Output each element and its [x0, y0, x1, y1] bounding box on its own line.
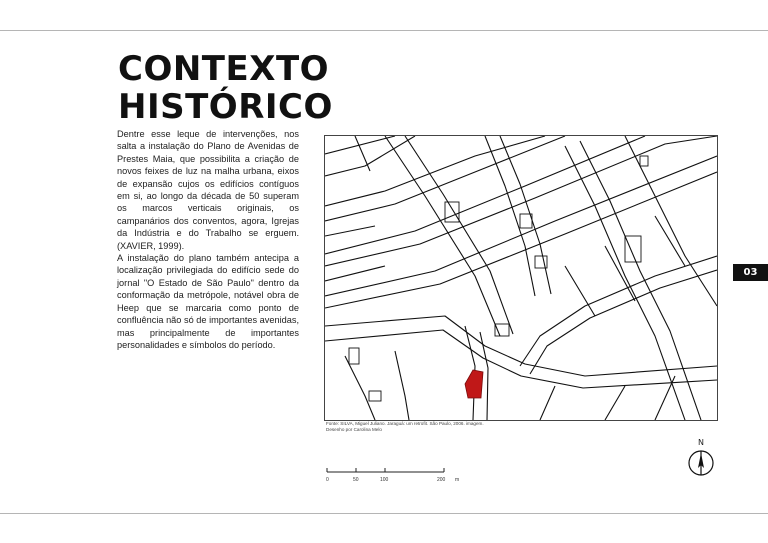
top-rule: [0, 30, 768, 31]
map-source: Fonte: SILVA, Miguel Juliano. Jaraguá: um retrofit. São Paulo, 2006. imagem.: [326, 421, 484, 426]
map-building: [625, 236, 641, 262]
map-street: [325, 136, 717, 266]
map-street: [325, 136, 545, 206]
body-text: [117, 128, 299, 351]
paragraph-1: Dentre esse leque de intervenções, nos salta a instalação do Plano de Avenidas de Prestes Maia, que possibilita a criação de novos feixes de luz na malha urbana, eixos de expansão cujos os edifícios contíguos em si, ao longo da década de 50 superam os marcos verticais originais, os campanários dos conventos, agora, Igrejas da Indústria e do Trabalho se erguem. (XAVIER, 1999).: [117, 129, 299, 251]
map-street: [540, 376, 675, 420]
map-highlight-building: [465, 370, 483, 398]
map-street: [325, 330, 717, 388]
map-credit: Desenho por Carolina Melo: [326, 427, 382, 432]
bottom-rule: [0, 513, 768, 514]
title-line-2: HISTÓRICO: [118, 87, 333, 127]
scale-label-50: 50: [353, 477, 359, 483]
scale-bar-graphic: [324, 466, 454, 476]
scale-label-200: 200: [437, 477, 446, 483]
compass-icon: [686, 448, 716, 478]
map-street: [520, 256, 717, 366]
map-street: [325, 172, 717, 308]
map-street: [500, 136, 551, 294]
page-number-badge: 03: [733, 264, 768, 281]
map-street: [345, 351, 409, 420]
paragraph-2: A instalação do plano também antecipa a localização privilegiada do edifício sede do jornal "O Estado de São Paulo" dentro da conformação da metrópole, notável obra de Heep que se marcaria como ponto de confluência não só de importantes avenidas, mas principalmente de importantes personalidades e símbolos do período.: [117, 253, 299, 350]
map-street: [530, 270, 717, 374]
page-title: [118, 50, 333, 126]
map-street: [565, 216, 685, 316]
map-street: [385, 136, 500, 336]
scale-unit: m: [455, 477, 460, 483]
map-building: [640, 156, 648, 166]
street-map: [324, 135, 718, 421]
scale-label-100: 100: [380, 477, 389, 483]
scale-bar: [324, 466, 474, 486]
title-line-1: CONTEXTO: [118, 49, 330, 89]
map-building: [445, 202, 459, 222]
north-label: N: [698, 438, 704, 447]
map-caption: [326, 421, 586, 433]
map-building: [369, 391, 381, 401]
map-building: [349, 348, 359, 364]
north-arrow: [686, 438, 716, 478]
scale-label-0: 0: [326, 477, 329, 483]
